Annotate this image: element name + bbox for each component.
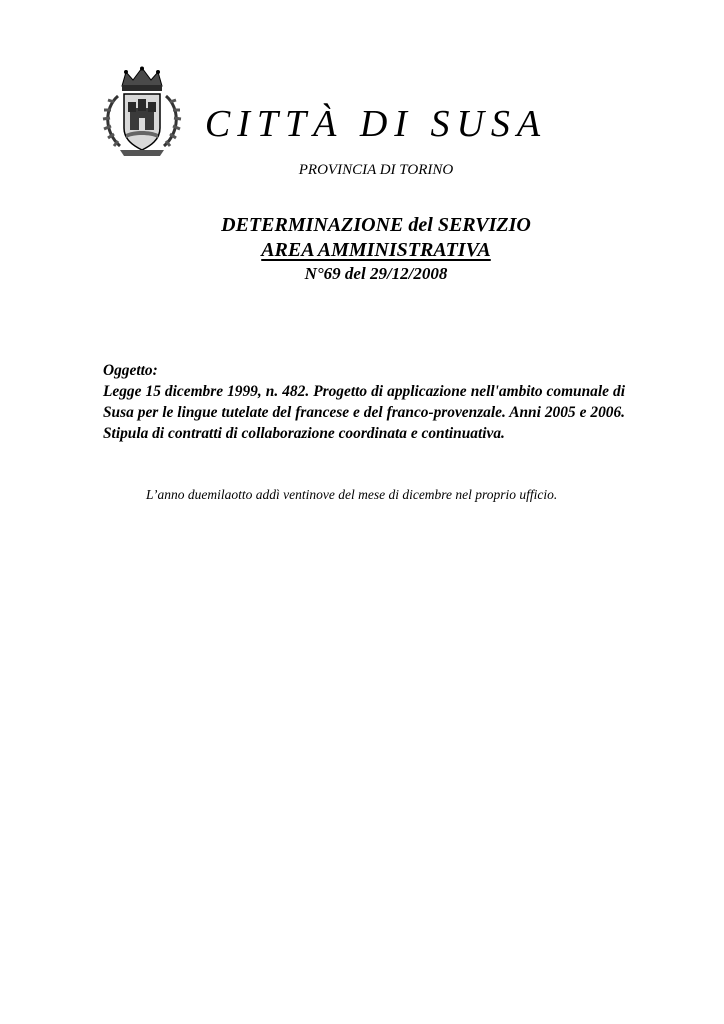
determination-number: N°69 del 29/12/2008 [304,264,448,283]
determination-title: DETERMINAZIONE del SERVIZIO [221,214,531,236]
subject-text: Legge 15 dicembre 1999, n. 482. Progetto di applicazione nell'ambito comunale di Susa per le lingue tutelate del francese e del franco-provenzale. Anni 2005 e 2006. Stipula di contratti di collaborazione coordinata e continuativa. [103,383,625,442]
city-title: CITTÀ DI SUSA [204,103,548,145]
area-name: AREA AMMINISTRATIVA [261,239,491,261]
province-name: PROVINCIA DI TORINO [298,162,454,178]
subject-block [103,360,625,444]
intro-paragraph: L’anno duemilaotto addì ventinove del mese di dicembre nel proprio ufficio. [146,487,558,502]
subject-label: Oggetto: [103,362,158,379]
determination-area [0,237,724,263]
